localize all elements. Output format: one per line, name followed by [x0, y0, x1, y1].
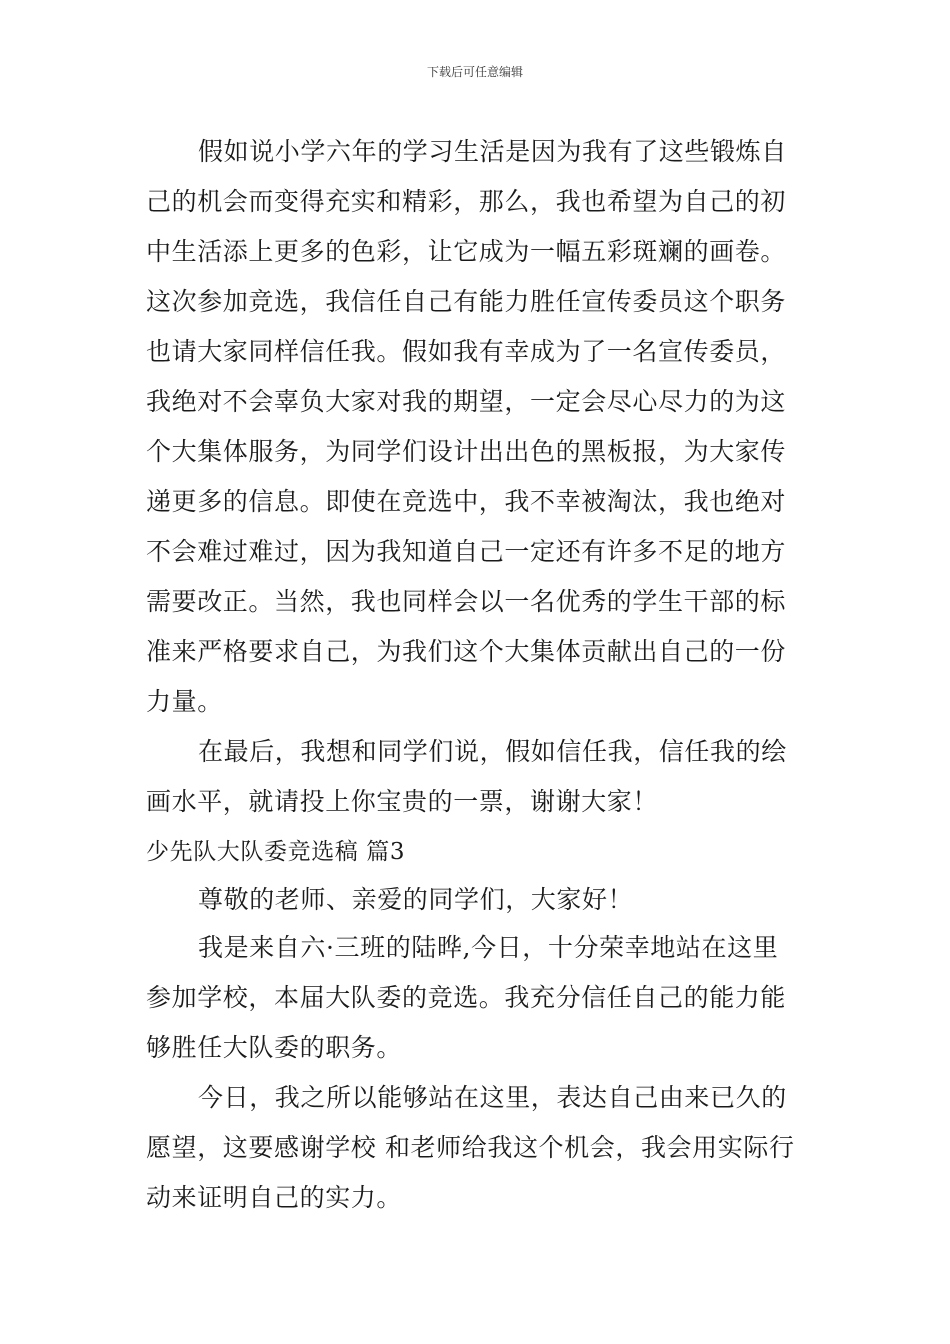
text-line: 准来严格要求自己，为我们这个大集体贡献出自己的一份 — [146, 637, 787, 666]
text-line: 画水平，就请投上你宝贵的一票，谢谢大家！ — [146, 787, 659, 816]
text-line: 够胜任大队委的职务。 — [146, 1033, 403, 1062]
paragraph — [146, 923, 806, 1073]
text-line: 中生活添上更多的色彩，让它成为一幅五彩斑斓的画卷。 — [146, 237, 787, 266]
paragraph — [146, 1073, 806, 1223]
text-line: 我是来自六·三班的陆晔,今日，十分荣幸地站在这里 — [198, 933, 779, 962]
text-line: 力量。 — [146, 687, 223, 716]
text-line: 己的机会而变得充实和精彩，那么，我也希望为自己的初 — [146, 187, 787, 216]
text-line: 不会难过难过，因为我知道自己一定还有许多不足的地方 — [146, 537, 787, 566]
text-line: 个大集体服务，为同学们设计出出色的黑板报，为大家传 — [146, 437, 787, 466]
text-line: 愿望，这要感谢学校 和老师给我这个机会，我会用实际行 — [146, 1133, 795, 1162]
text-line: 我绝对不会辜负大家对我的期望，一定会尽心尽力的为这 — [146, 387, 787, 416]
text-line: 递更多的信息。即使在竞选中，我不幸被淘汰，我也绝对 — [146, 487, 787, 516]
section-heading: 少先队大队委竞选稿 篇3 — [146, 839, 406, 865]
paragraph — [146, 127, 806, 727]
text-line: 在最后，我想和同学们说，假如信任我，信任我的绘 — [198, 737, 787, 766]
paragraph — [146, 727, 806, 827]
paragraph — [146, 875, 806, 923]
text-line: 假如说小学六年的学习生活是因为我有了这些锻炼自 — [198, 137, 787, 166]
document-body — [146, 127, 806, 1223]
section-heading-wrap — [146, 827, 806, 875]
text-line: 尊敬的老师、亲爱的同学们，大家好！ — [198, 885, 634, 914]
text-line: 这次参加竞选，我信任自己有能力胜任宣传委员这个职务 — [146, 287, 787, 316]
text-line: 今日，我之所以能够站在这里，表达自己由来已久的 — [198, 1083, 787, 1112]
text-line: 动来证明自己的实力。 — [146, 1183, 403, 1212]
text-line: 也请大家同样信任我。假如我有幸成为了一名宣传委员， — [146, 337, 787, 366]
text-line: 参加学校，本届大队委的竞选。我充分信任自己的能力能 — [146, 983, 787, 1012]
text-line: 需要改正。当然，我也同样会以一名优秀的学生干部的标 — [146, 587, 787, 616]
page-header: 下载后可任意编辑 — [426, 65, 523, 79]
